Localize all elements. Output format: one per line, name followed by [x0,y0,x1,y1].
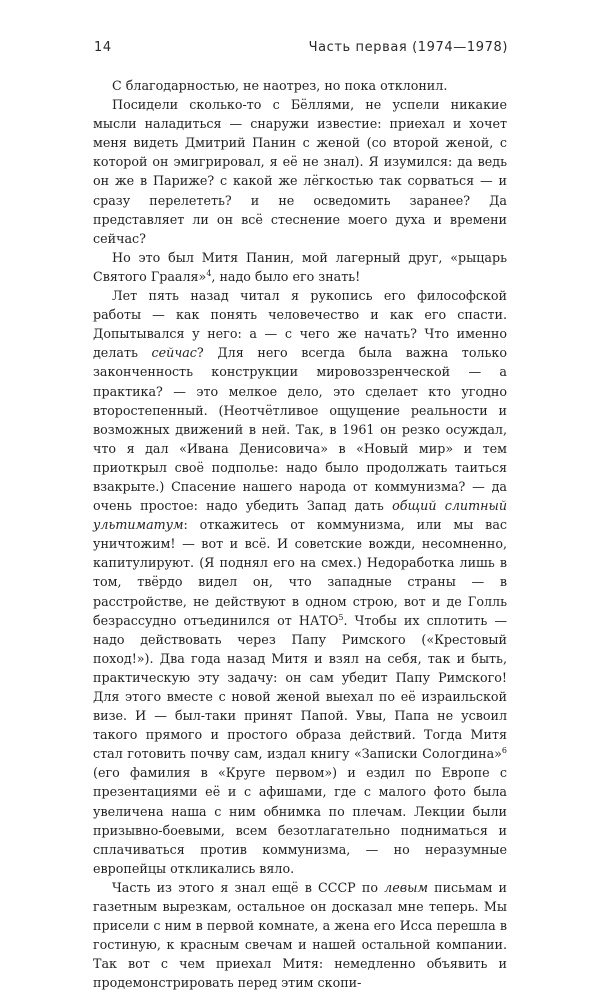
body-text [93,76,507,993]
paragraph: Часть из этого я знал ещё в СССР по левым письмам и газетным вырезкам, остальное он досказал мне теперь. Мы присели с ним в первой комнате, а жена его Исса перешла в гостиную, к красным свечам и нашей остальной компании. Так вот с чем приехал Митя: немедленно объявить и продемонстрировать перед этим скопи- [93,879,508,991]
paragraph: Но это был Митя Панин, мой лагерный друг, «рыцарь Святого Грааля»$^4$, надо было его знать! [93,249,507,284]
running-title: Часть первая (1974—1978) [308,40,508,55]
paragraph: Лет пять назад читал я рукопись его философской работы — как понять человечество и как его спасти. Допытывался у него: а — с чего же начать? Что именно делать сейчас? Для него всегда была важна только законченность конструкции мировоззренческой — а практика? — это мелкое дело, это сделает кто угодно второстепенный. (Неотчётливое ощущение реальности и возможных движений в ней. Так, в 1961 он резко осуждал, что я дал «Ивана Денисовича» в «Новый мир» и тем приоткрыл своё подполье: надо было продолжать таиться взакрыте.) Спасение нашего народа от коммунизма? — да очень простое: надо убедить Запад дать общий слитный ультиматум: откажитесь от коммунизма, или мы вас уничтожим! — вот и всё. И советские вожди, несомненно, капитулируют. (Я поднял его на смех.) Недоработка лишь в том, твёрдо видел он, что западные страны — в расстройстве, не действуют в одном строю, вот и де Голль безрассудно отъединился от НАТО$^5$. Чтобы их сплотить — надо действовать через Папу Римского («Крестовый поход!»). Два года назад Митя и взял на себя, так и быть, практическую эту задачу: он сам убедит Папу Римского! Для этого вместе с новой женой выехал по её израильской визе. И — был-таки принят Папой. Увы, Папа не усвоил такого прямого и простого образа действий. Тогда Митя стал готовить почву сам, издал книгу «Записки Сологдина»$^6$ (его фамилия в «Круге первом») и ездил по Европе с презентациями её и с афишами, где с малого фото была увеличена наша с ним обнимка по плечам. Лекции были призывно-боевыми, всем безотлагательно подниматься и сплачиваться против коммунизма, — но неразумные европейцы откликались вяло. [93,288,508,876]
paragraph: С благодарностью, не наотрез, но пока отклонил. [112,78,448,93]
page-number: 14 [94,40,112,55]
paragraph: Посидели сколько-то с Бёллями, не успели никакие мысли наладиться — снаружи известие: приехал и хочет меня видеть Дмитрий Панин с женой (со второй женой, с которой он эмигрировал, я её не знал). Я изумился: да ведь он же в Париже? с какой же лёгкостью так сорваться — и сразу перелететь? и не осведомить заранее? Да представляет ли он всё стеснение моего духа и времени сейчас? [93,97,507,246]
footnote-marker[interactable]: 5 [338,612,344,622]
footnote-marker[interactable]: 6 [501,746,507,756]
footnote-marker[interactable]: 4 [206,268,212,278]
